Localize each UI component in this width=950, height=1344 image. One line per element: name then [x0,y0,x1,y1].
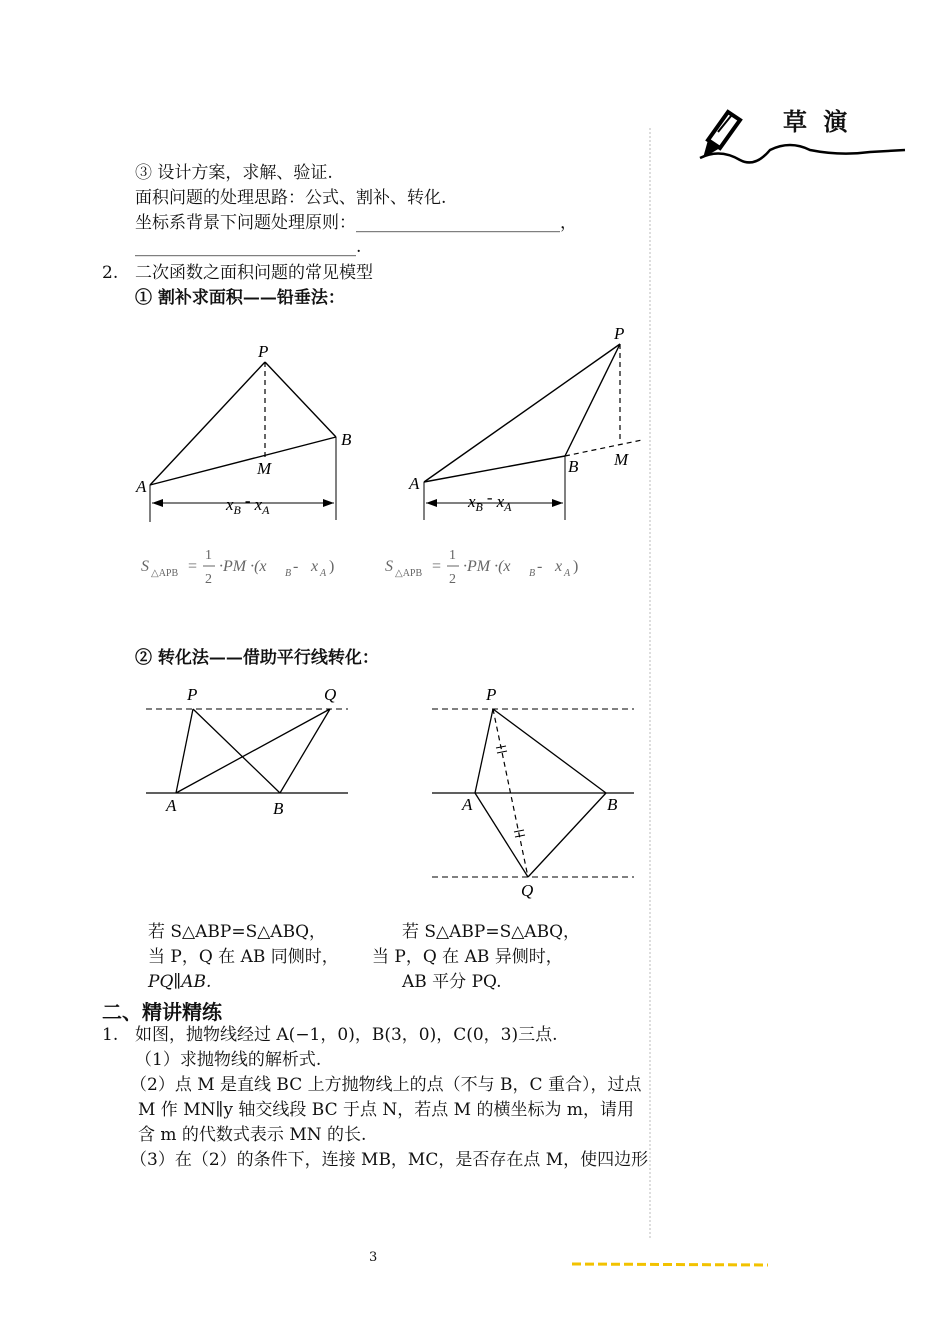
question-part-1: （1）求抛物线的解析式. [135,1050,322,1070]
svg-text:·PM ·(x: ·PM ·(x [463,558,511,575]
svg-text:=: = [432,558,442,575]
svg-text:A: A [320,568,327,579]
label-B-4: B [607,795,618,814]
caption-right-2: 当 P，Q 在 AB 异侧时， [372,947,563,967]
label-A-3: A [166,796,177,815]
label-A-1: A [136,477,147,496]
text-line-design: ③ 设计方案，求解、验证. [135,163,333,183]
section-heading: 二、精讲精练 [102,1000,222,1024]
svg-text:B: B [529,568,536,579]
page-number: 3 [369,1250,378,1265]
svg-text:△APB: △APB [151,568,179,579]
pencil-icon [703,112,740,158]
question-part-2-line-3: 含 m 的代数式表示 MN 的长. [138,1125,367,1145]
figure-vertical-right [424,344,642,520]
label-Q-4: Q [521,881,534,900]
caption-left-3: PQ∥AB. [148,972,212,992]
caption-left-1: 若 S△ABP=S△ABQ， [148,922,327,942]
label-Q-3: Q [324,685,337,704]
svg-text:xB-xA: $x_B - x_A$ [468,488,512,514]
text-line-blank: __________________________. [135,237,362,257]
label-P-3: P [187,685,198,704]
caption-right-3: AB 平分 PQ. [402,972,502,992]
svg-text:2: 2 [449,572,456,587]
svg-text:B: B [285,568,292,579]
question-part-2-line-1: （2）点 M 是直线 BC 上方抛物线上的点（不与 B，C 重合），过点 [130,1075,642,1095]
svg-text:A: A [564,568,571,579]
label-A-4: A [462,795,473,814]
text-line-area-approach: 面积问题的处理思路：公式、割补、转化. [135,188,447,208]
svg-text:): ) [573,558,579,575]
svg-text:S: S [385,558,393,575]
question-part-3-line-1: （3）在（2）的条件下，连接 MB，MC，是否存在点 M，使四边形 [130,1150,649,1170]
svg-text:-: - [537,558,543,575]
svg-text:x: x [555,558,563,575]
svg-text:·PM ·(x: ·PM ·(x [219,558,267,575]
area-formula-1 [141,548,334,587]
area-formula-2 [385,548,578,587]
text-line-principle: 坐标系背景下问题处理原则：________________________， [135,213,577,233]
label-P-1: P [258,342,269,361]
svg-text:): ) [329,558,335,575]
svg-text:x: x [311,558,319,575]
svg-text:xB-xA: $x_B - x_A$ [226,491,270,517]
question-stem: 如图，抛物线经过 A(−1，0)，B(3，0)，C(0，3)三点. [135,1025,558,1045]
svg-text:-: - [293,558,299,575]
wave-underline [700,145,905,162]
section-2-title: 二次函数之面积问题的常见模型 [135,263,373,283]
label-M-2: M [614,450,629,469]
svg-text:△APB: △APB [395,568,423,579]
figure-parallel-right [432,709,634,877]
question-number: 1. [102,1025,119,1045]
model-2-title: ② 转化法——借助平行线转化： [135,648,379,668]
svg-text:1: 1 [449,548,456,563]
label-B-1: B [341,430,352,449]
width-label-2 [467,488,512,514]
svg-text:1: 1 [205,548,212,563]
svg-text:S: S [141,558,149,575]
figure-vertical-left [150,362,336,522]
figure-parallel-left [146,709,348,793]
label-B-3: B [273,799,284,818]
caption-right-1: 若 S△ABP=S△ABQ， [402,922,581,942]
svg-text:=: = [188,558,198,575]
section-2-number: 2. [102,263,119,283]
label-B-2: B [568,457,579,476]
margin-title: 草 演 [783,107,852,136]
model-1-title: ① 割补求面积——铅垂法： [135,288,345,308]
label-P-4: P [486,685,497,704]
footer-dash-mark [572,1264,768,1265]
label-A-2: A [409,474,420,493]
label-M-1: M [257,459,272,478]
question-part-2-line-2: M 作 MN∥y 轴交线段 BC 于点 N，若点 M 的横坐标为 m，请用 [138,1100,634,1120]
svg-text:2: 2 [205,572,212,587]
label-P-2: P [614,324,625,343]
caption-left-2: 当 P，Q 在 AB 同侧时， [148,947,339,967]
width-label-1 [225,491,270,517]
